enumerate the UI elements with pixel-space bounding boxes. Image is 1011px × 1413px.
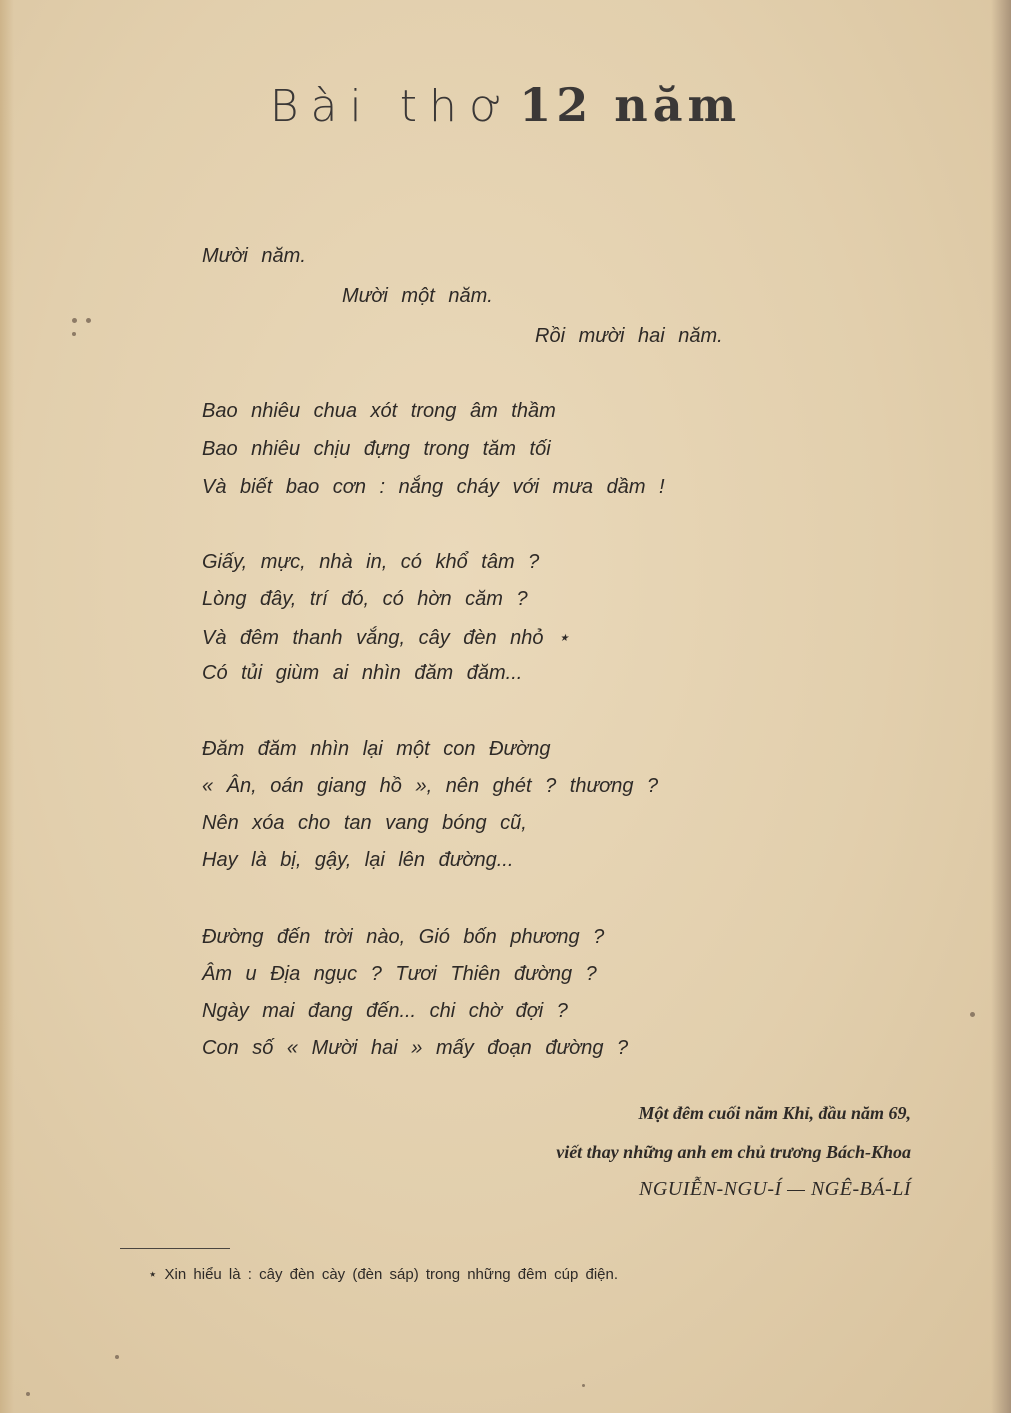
stanza1-line: Mười một năm. (342, 285, 493, 307)
stanza5-line: Ngày mai đang đến... chi chờ đợi ? (202, 1000, 568, 1022)
stanza1-line: Mười năm. (202, 245, 306, 267)
paper-speck (26, 1392, 30, 1396)
paper-speck (72, 318, 77, 323)
paper-speck (970, 1012, 975, 1017)
stanza3-line: Và đêm thanh vắng, cây đèn nhỏ ⋆ (202, 627, 570, 649)
stanza4-line: Đăm đăm nhìn lại một con Đường (202, 738, 551, 760)
stanza2-line: Bao nhiêu chua xót trong âm thầm (202, 400, 556, 422)
signature-line: Một đêm cuối năm Khỉ, đầu năm 69, (638, 1103, 911, 1123)
paper-speck (72, 332, 76, 336)
stanza4-line: Nên xóa cho tan vang bóng cũ, (202, 812, 527, 834)
stanza5-line: Đường đến trời nào, Gió bốn phương ? (202, 926, 605, 948)
stanza5-line: Âm u Địa ngục ? Tươi Thiên đường ? (202, 963, 597, 985)
signature-line: viết thay những anh em chủ trương Bách-Khoa (556, 1142, 911, 1162)
footnote-divider (120, 1248, 230, 1249)
footnote: ⋆ Xin hiểu là : cây đèn cày (đèn sáp) trong những đêm cúp điện. (148, 1266, 619, 1283)
stanza4-line: « Ân, oán giang hồ », nên ghét ? thương ? (202, 775, 659, 797)
signature-authors: NGUIỄN-NGU-Í — NGÊ-BÁ-LÍ (639, 1178, 911, 1200)
paper-speck (582, 1384, 585, 1387)
stanza2-line: Bao nhiêu chịu đựng trong tăm tối (202, 438, 551, 460)
paper-speck (86, 318, 91, 323)
stanza2-line: Và biết bao cơn : nắng cháy với mưa dầm ! (202, 476, 665, 498)
stanza4-line: Hay là bị, gậy, lại lên đường... (202, 849, 514, 871)
stanza3-line: Giấy, mực, nhà in, có khổ tâm ? (202, 551, 540, 573)
stanza3-line: Có tủi giùm ai nhìn đăm đăm... (202, 662, 523, 684)
stanza5-line: Con số « Mười hai » mấy đoạn đường ? (202, 1037, 629, 1059)
title-bold: 12 năm (519, 78, 742, 132)
paper-speck (115, 1355, 119, 1359)
title-light: Bài thơ (269, 81, 515, 132)
stanza3-line: Lòng đây, trí đó, có hờn căm ? (202, 588, 528, 610)
stanza1-line: Rồi mười hai năm. (535, 325, 723, 347)
